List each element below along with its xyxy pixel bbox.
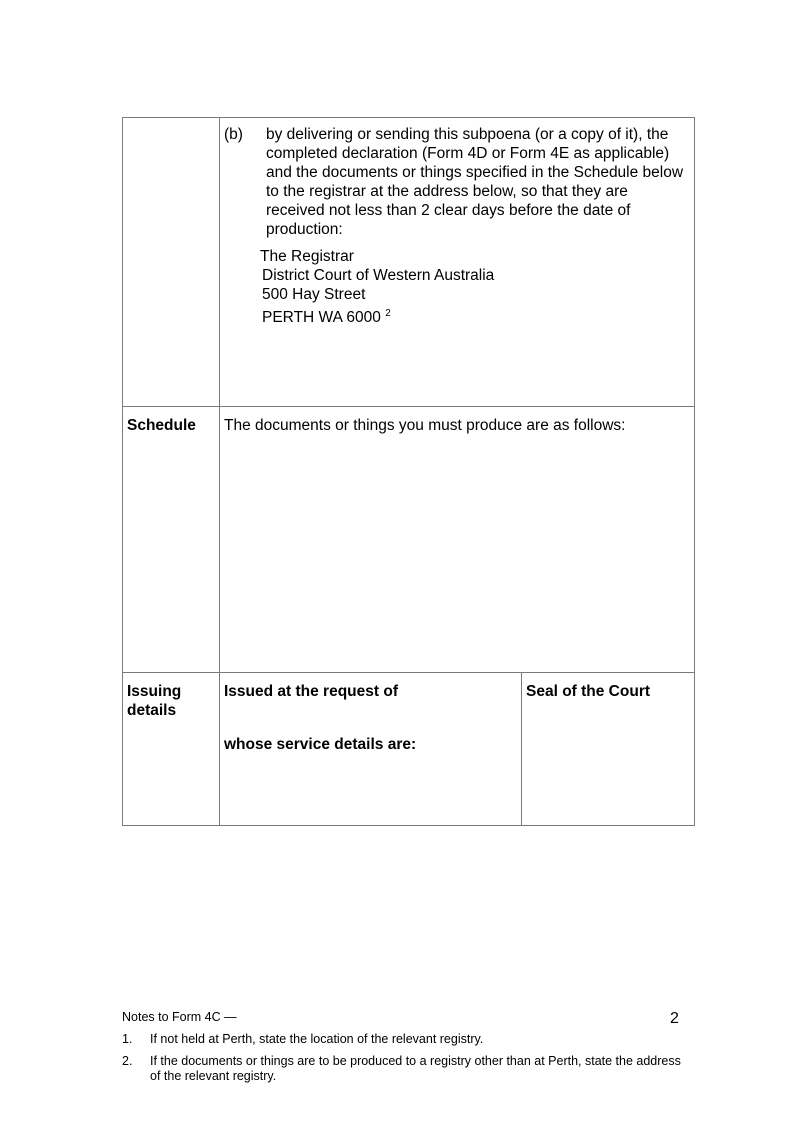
address-line-2: District Court of Western Australia xyxy=(262,267,495,284)
note-number: 1. xyxy=(122,1032,133,1046)
form-notes xyxy=(122,1010,682,1084)
schedule-text: The documents or things you must produce are as follows: xyxy=(224,417,626,434)
schedule-content-cell xyxy=(220,407,695,673)
service-details-label: whose service details are: xyxy=(224,736,417,753)
paragraph-marker: (b) xyxy=(224,126,243,143)
page-number: 2 xyxy=(670,1010,679,1027)
paragraph-b xyxy=(220,118,694,239)
issuing-label-line-2: details xyxy=(127,702,177,719)
address-line-1: The Registrar xyxy=(260,248,354,265)
note-text: If the documents or things are to be produced to a registry other than at Perth, state the address of the relevant registry. xyxy=(150,1054,681,1083)
schedule-row xyxy=(123,407,695,673)
schedule-label: Schedule xyxy=(123,407,220,673)
address-city: PERTH WA 6000 xyxy=(262,309,381,326)
notes-title: Notes to Form 4C — xyxy=(122,1010,237,1024)
production-row xyxy=(123,118,695,407)
address-line-3: 500 Hay Street xyxy=(262,286,366,303)
issuing-row xyxy=(123,673,695,826)
registrar-address xyxy=(262,247,694,327)
issuing-label xyxy=(123,673,220,826)
seal-label: Seal of the Court xyxy=(526,683,651,700)
note-item xyxy=(122,1054,682,1084)
note-text: If not held at Perth, state the location of the relevant registry. xyxy=(150,1032,484,1046)
note-number: 2. xyxy=(122,1054,133,1068)
production-instructions-cell xyxy=(220,118,695,407)
seal-cell xyxy=(522,673,695,826)
issuing-label-line-1: Issuing xyxy=(127,683,182,700)
empty-label-cell xyxy=(123,118,220,407)
subpoena-form-table xyxy=(122,117,695,826)
paragraph-text: by delivering or sending this subpoena (or a copy of it), the completed declaration (Form 4D or Form 4E as applicable) and the documents or things specified in the Schedule below to the registrar at the address below, so that they are received not less than 2 clear days before the date of production: xyxy=(266,126,684,238)
note-reference: 2 xyxy=(385,308,391,319)
note-item xyxy=(122,1032,682,1047)
issued-at-request-label: Issued at the request of xyxy=(224,683,398,700)
issuing-request-cell xyxy=(220,673,522,826)
address-line-4 xyxy=(262,304,694,327)
